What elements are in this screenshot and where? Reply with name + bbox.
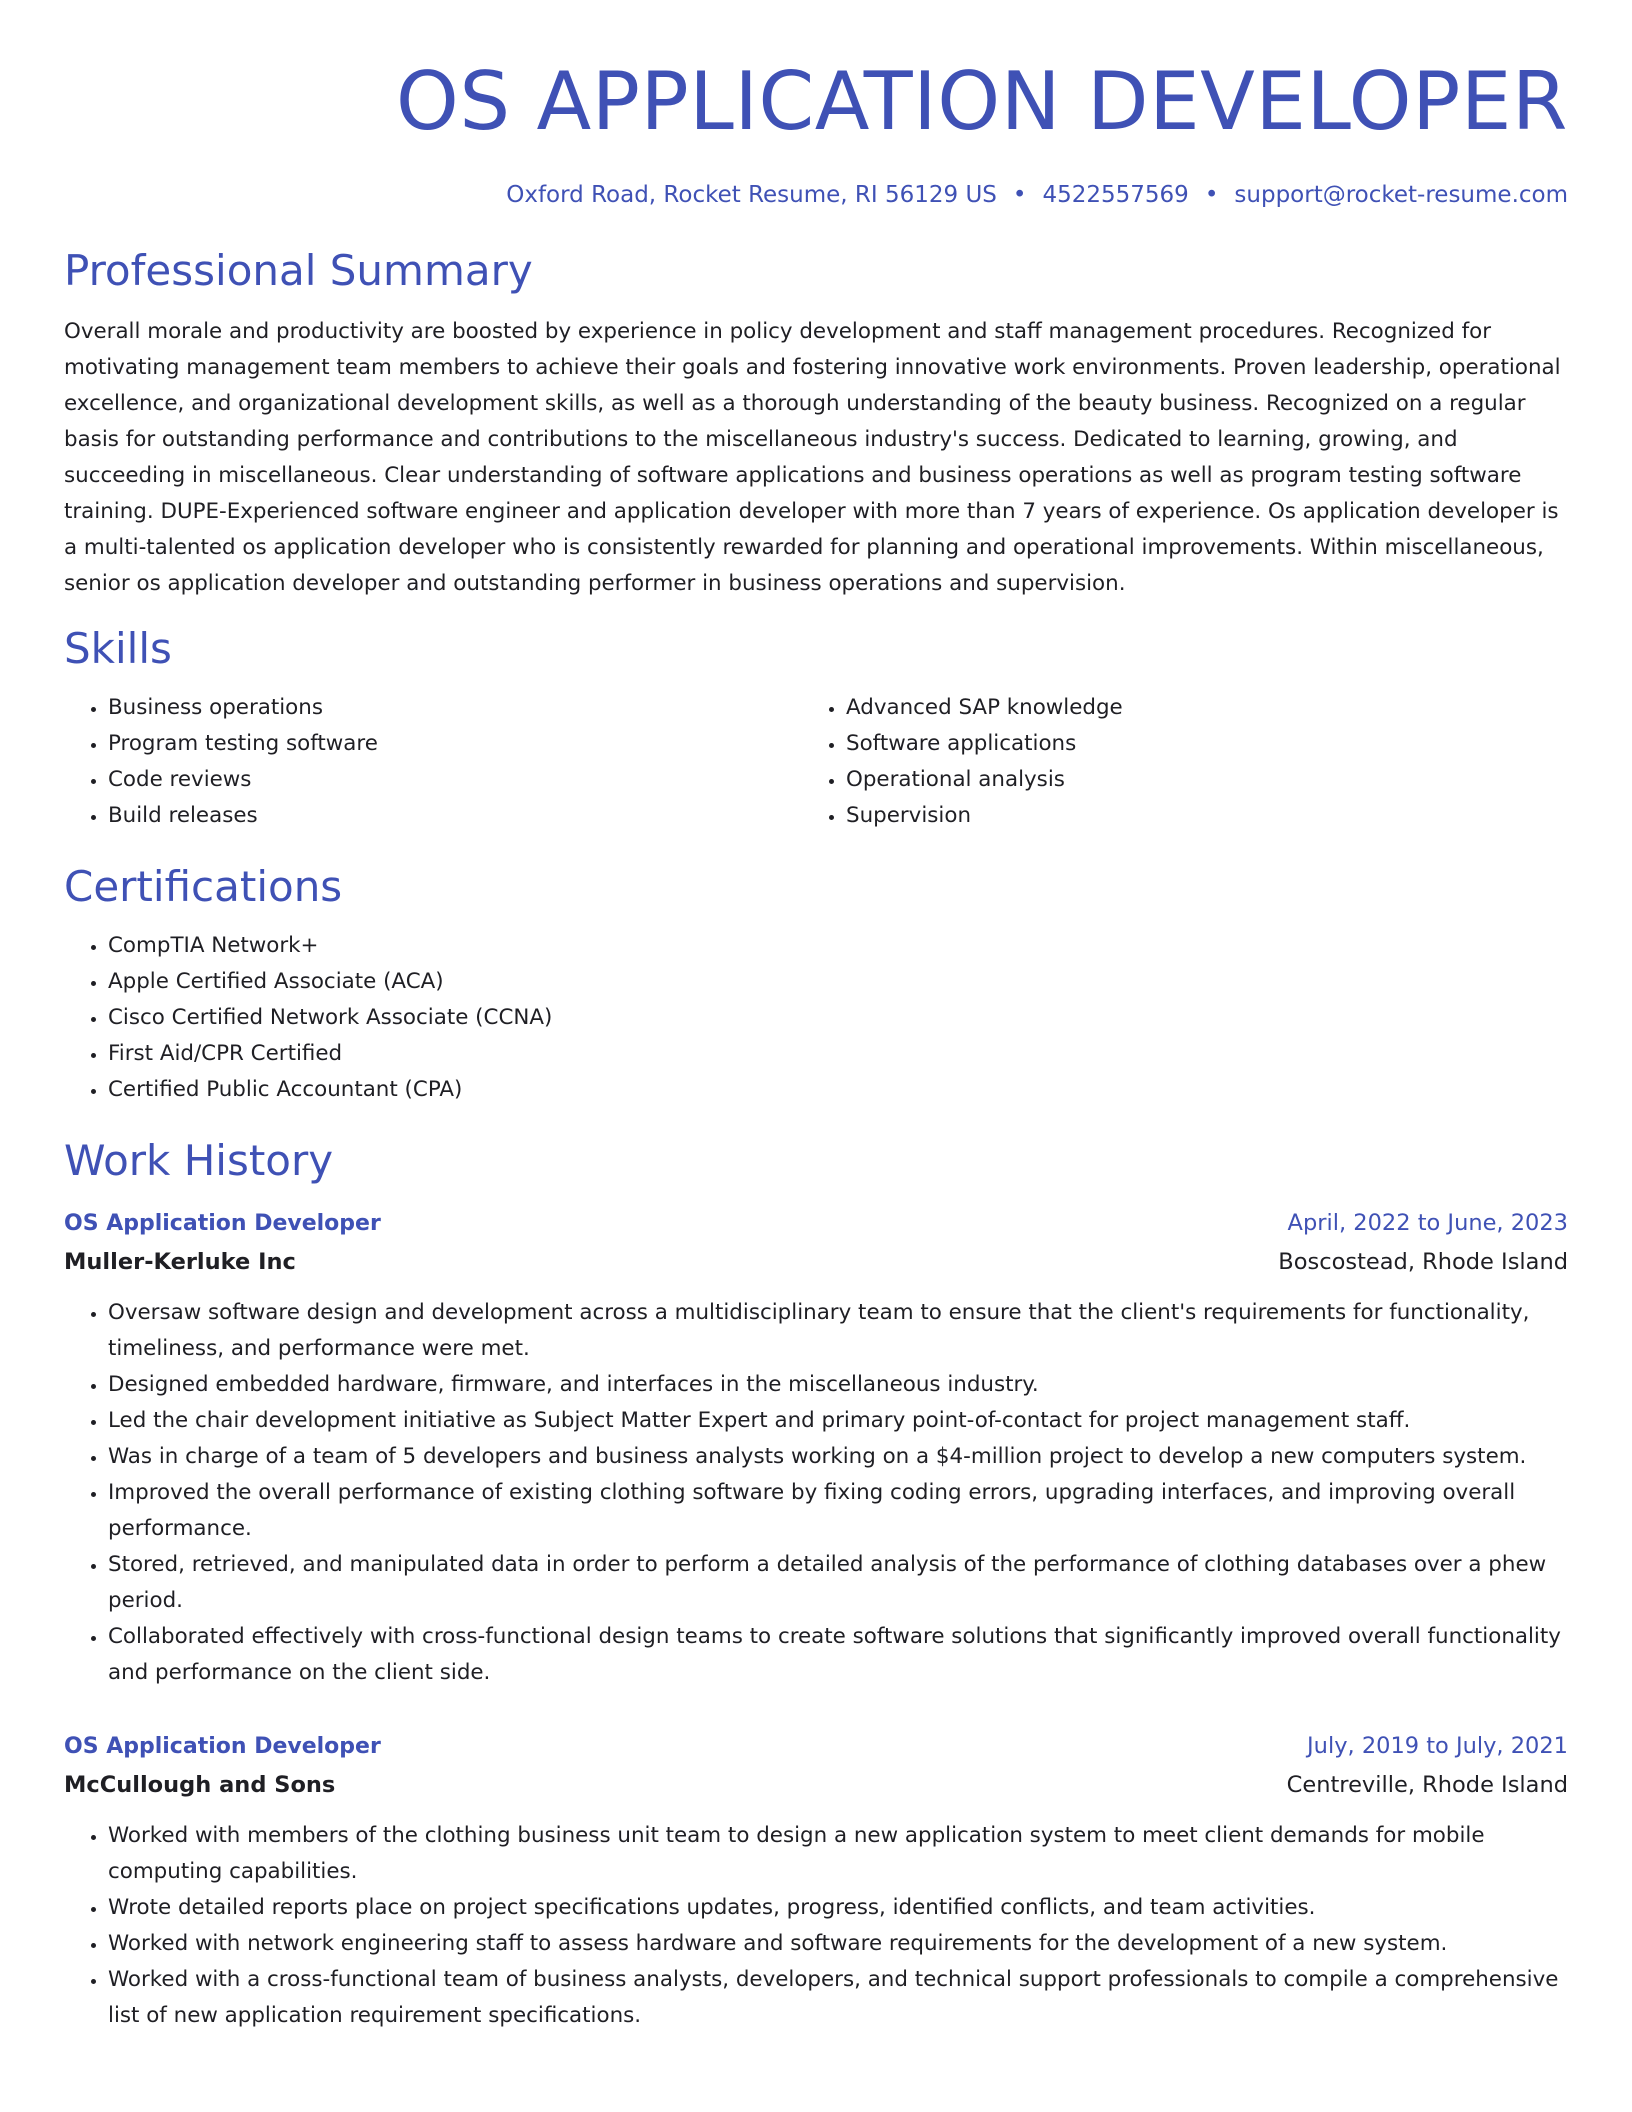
resume-name: OS APPLICATION DEVELOPER (395, 55, 1568, 148)
certifications-heading: Certifications (64, 862, 343, 911)
skill-item: • Software applications (846, 726, 1568, 762)
contact-line (64, 180, 1568, 210)
job-bullet: • Wrote detailed reports place on project specifications updates, progress, identified conflicts, and team activities. (108, 1890, 1568, 1926)
certification-item: • Certified Public Accountant (CPA) (108, 1072, 1568, 1108)
job-location: Boscostead, Rhode Island (1278, 1249, 1568, 1275)
skills-heading: Skills (64, 624, 172, 673)
job-header-row (64, 1727, 1568, 1766)
job-entry (64, 1727, 1568, 2034)
contact-phone: 4522557569 (1042, 182, 1189, 208)
certification-item: • CompTIA Network+ (108, 928, 1568, 964)
skill-item: • Business operations (108, 690, 802, 726)
skills-list-right (802, 690, 1568, 834)
job-company-row (64, 1766, 1568, 1804)
job-title: OS Application Developer (64, 1211, 381, 1236)
job-bullets (64, 1295, 1568, 1691)
skill-item: • Operational analysis (846, 762, 1568, 798)
contact-separator: • (1204, 182, 1219, 208)
job-bullet: • Was in charge of a team of 5 developers and business analysts working on a $4-million project to develop a new computers system. (108, 1439, 1568, 1475)
job-header-row (64, 1204, 1568, 1243)
skill-item: • Code reviews (108, 762, 802, 798)
skill-item: • Build releases (108, 798, 802, 834)
certifications-list (64, 928, 1568, 1108)
job-company-row (64, 1243, 1568, 1281)
job-dates: July, 2019 to July, 2021 (1307, 1733, 1568, 1759)
job-bullet: • Designed embedded hardware, firmware, and interfaces in the miscellaneous industry. (108, 1367, 1568, 1403)
summary-heading: Professional Summary (64, 246, 533, 295)
skills-grid (64, 690, 1568, 834)
skills-list-left (64, 690, 802, 834)
job-dates: April, 2022 to June, 2023 (1287, 1210, 1568, 1236)
job-bullet: • Worked with members of the clothing business unit team to design a new application system to meet client demands for mobile computing capabilities. (108, 1818, 1568, 1890)
job-bullet: • Led the chair development initiative as Subject Matter Expert and primary point-of-contact for project management staff. (108, 1403, 1568, 1439)
job-bullet: • Worked with a cross-functional team of business analysts, developers, and technical support professionals to compile a comprehensive list of new application requirement specifications. (108, 1962, 1568, 2034)
job-bullet: • Oversaw software design and development across a multidisciplinary team to ensure that the client's requirements for functionality, timeliness, and performance were met. (108, 1295, 1568, 1367)
skill-item: • Program testing software (108, 726, 802, 762)
job-entry (64, 1204, 1568, 1691)
certification-item: • Cisco Certified Network Associate (CCNA) (108, 1000, 1568, 1036)
certification-item: • First Aid/CPR Certified (108, 1036, 1568, 1072)
job-bullets (64, 1818, 1568, 2034)
job-bullet: • Stored, retrieved, and manipulated data in order to perform a detailed analysis of the performance of clothing databases over a phew period. (108, 1547, 1568, 1619)
skill-item: • Supervision (846, 798, 1568, 834)
job-company: Muller-Kerluke Inc (64, 1249, 296, 1275)
work-history-heading: Work History (64, 1136, 334, 1185)
skill-item: • Advanced SAP knowledge (846, 690, 1568, 726)
job-bullet: • Improved the overall performance of existing clothing software by fixing coding errors, upgrading interfaces, and improving overall performance. (108, 1475, 1568, 1547)
job-bullet: • Collaborated effectively with cross-functional design teams to create software solutions that significantly improved overall functionality and performance on the client side. (108, 1619, 1568, 1691)
job-company: McCullough and Sons (64, 1772, 336, 1798)
contact-email[interactable]: support@rocket-resume.com (1234, 182, 1568, 208)
contact-address: Oxford Road, Rocket Resume, RI 56129 US (506, 182, 997, 208)
certification-item: • Apple Certified Associate (ACA) (108, 964, 1568, 1000)
contact-separator: • (1012, 182, 1027, 208)
job-title: OS Application Developer (64, 1734, 381, 1759)
job-location: Centreville, Rhode Island (1286, 1772, 1568, 1798)
summary-text: Overall morale and productivity are boosted by experience in policy development and staff management procedures. Recognized for motivating management team members to achieve their goals and fostering innovative work environments. Proven leadership, operational excellence, and organizational development skills, as well as a thorough understanding of the beauty business. Recognized on a regular basis for outstanding performance and contributions to the miscellaneous industry's success. Dedicated to learning, growing, and succeeding in miscellaneous. Clear understanding of software applications and business operations as well as program testing software training. DUPE-Experienced software engineer and application developer with more than 7 years of experience. Os application developer is a multi-talented os application developer who is consistently rewarded for planning and operational improvements. Within miscellaneous, senior os application developer and outstanding performer in business operations and supervision. (64, 319, 1561, 596)
job-bullet: • Worked with network engineering staff to assess hardware and software requirements for the development of a new system. (108, 1926, 1568, 1962)
